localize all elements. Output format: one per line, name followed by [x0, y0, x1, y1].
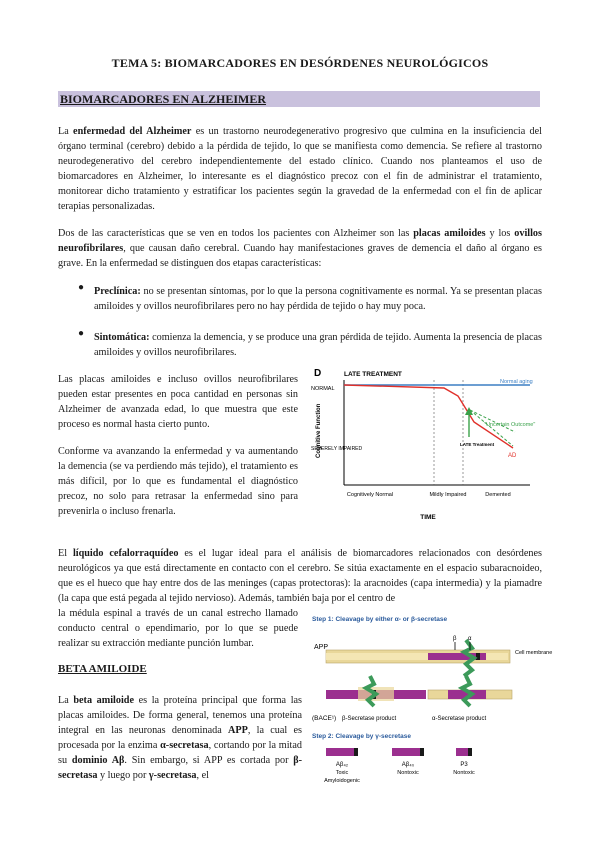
abeta42-marker: [354, 748, 358, 756]
app-label: APP: [314, 644, 329, 651]
app-cleavage-figure: [308, 612, 553, 784]
y-top-label: NORMAL: [311, 386, 335, 392]
treatment-label: LATE Treatment: [460, 442, 495, 447]
toxic-label: Toxic: [335, 770, 349, 776]
helix-icon: [462, 676, 472, 706]
bullet-icon: ●: [78, 282, 85, 293]
amyloidogenic-label: Amyloidogenic: [324, 778, 360, 784]
abeta40-marker: [420, 748, 424, 756]
characteristics-paragraph: Dos de las características que se ven en todos los pacientes con Alzheimer son las placas amiloides y los ovillos neurofibrilares, que causan daño cerebral. Cuando hay manifestaciones graves de demencia el daño al órgano es grave. En la enfermedad se distinguen dos etapas características:: [58, 228, 542, 269]
plaques-paragraph: Las placas amiloides e incluso ovillos neurofibrilares pueden estar presentes en poca cantidad en personas sin Alzheimer de avanzada edad, lo que muestra que este proceso es normal hasta cierto punto.: [58, 374, 298, 430]
abeta40-fragment: [392, 748, 424, 756]
ad-label: AD: [508, 453, 517, 459]
beta-product-label: β-Secretase product: [342, 716, 397, 722]
section-title: BIOMARCADORES EN ALZHEIMER: [60, 92, 267, 106]
p3-label: P3: [460, 762, 468, 768]
normal-aging-label: Normal aging: [500, 379, 533, 385]
beta-amiloide-paragraph: La beta amiloide es la proteína principal que forma las placas amiloides. De forma general, tenemos una proteína integral en las neuronas denominada APP, la cual es procesada por la enzima α-secretasa, cortando por la mitad su dominio Aβ. Sin embargo, si APP es cortada por β-secretasa y luego por γ-secretasa, el: [58, 695, 303, 781]
csf-paragraph: El líquido cefalorraquídeo es el lugar ideal para el análisis de biomarcadores relacionados con desórdenes neurológicos ya que está directamente en contacto con el cerebro. Se sitúa exactamente en el espacio subaracnoideo, que es el hueco que hay entre dos de las meninges (capas protectoras): la aracnoides (capa intermedia) y la piamadre (la capa que está pegada al tejido nervioso). Además, también baja por el centro de: [58, 548, 542, 604]
figure-title: LATE TREATMENT: [344, 371, 402, 378]
x-axis-label: TIME: [420, 514, 436, 521]
alpha-site-label: α: [468, 636, 472, 642]
helix-icon: [366, 676, 376, 706]
step1-title: Step 1: Cleavage by either α- or β-secretase: [312, 616, 448, 623]
intro-paragraph: La enfermedad del Alzheimer es un trastorno neurodegenerativo progresivo que culmina en la insuficiencia del órgano terminal (cerebro) debido a la pérdida de tejido, lo que se manifiesta como demencia. Se refiere al trastorno neurodegenerativo del cerebro independientemente del estado clínico. Cuando nos planteamos el uso de biomarcadores en Alzheimer, lo interesante es el diagnóstico precoz con el fin de administrar el tratamiento, monitorear dicho tratamiento y estratificar los pacientes según la gravedad de la enfermedad con el fin de aplicar terapias personalizadas.: [58, 126, 542, 212]
page-title: TEMA 5: BIOMARCADORES EN DESÓRDENES NEUROLÓGICOS: [111, 56, 489, 70]
late-treatment-figure: [308, 366, 540, 526]
cell-label: Cell membrane: [515, 650, 553, 656]
uncertain-label: "Uncertain Outcome": [484, 422, 536, 428]
ad-line: [344, 385, 513, 448]
uncertain-line: [470, 410, 515, 432]
x-tick-demented: Demented: [485, 492, 511, 498]
csf-paragraph-continued: la médula espinal a través de un canal estrecho llamado conducto central o ependimario, por lo que se puede realizar su extracción mediante punción lumbar.: [58, 608, 298, 649]
nontoxic-label: Nontoxic: [453, 770, 475, 776]
bullet-sintomatica: Sintomática: comienza la demencia, y se produce una gran pérdida de tejido. Aumenta la presencia de placas amiloides y ovillos neurofibrilares.: [94, 332, 542, 358]
step2-title: Step 2: Cleavage by γ-secretase: [312, 733, 411, 740]
progression-paragraph: Conforme va avanzando la enfermedad y va aumentando la demencia (se va perdiendo más tejido), el tratamiento es más difícil, por lo que es fundamental el diagnóstico precoz, no solo para retrasar la enfermedad sino para prevenirla o incluso frenarla.: [58, 446, 298, 517]
beta-amiloide-heading: BETA AMILOIDE: [58, 663, 147, 675]
nontoxic-label: Nontoxic: [397, 770, 419, 776]
y-axis-label: Cognitive Function: [316, 403, 322, 458]
abeta40-label: Aβ₄₀: [401, 762, 415, 768]
alpha-product-label: α-Secretase product: [432, 716, 487, 722]
app-marker: [476, 653, 480, 660]
p3-marker: [468, 748, 472, 756]
x-tick-normal: Cognitively Normal: [346, 492, 394, 498]
beta-site-label: β: [453, 636, 457, 642]
bace-label: (BACE¹): [312, 715, 337, 722]
bullet-icon: ●: [78, 328, 85, 339]
term-alzheimer: enfermedad del Alzheimer: [73, 126, 192, 137]
x-tick-mild: Mildly Impaired: [429, 492, 467, 498]
bullet-preclinica: Preclínica: no se presentan síntomas, por lo que la persona cognitivamente es normal. Ya se presentan placas amiloides y ovillos neurofibrilares pero no hay pérdida de tejido o hay muy poca.: [94, 286, 542, 312]
abeta42-fragment: [326, 748, 358, 756]
abeta42-label: Aβ₄₂: [335, 762, 349, 768]
figure-panel-letter: D: [314, 368, 322, 379]
y-bottom-label: SEVERELY IMPAIRED: [311, 446, 363, 452]
